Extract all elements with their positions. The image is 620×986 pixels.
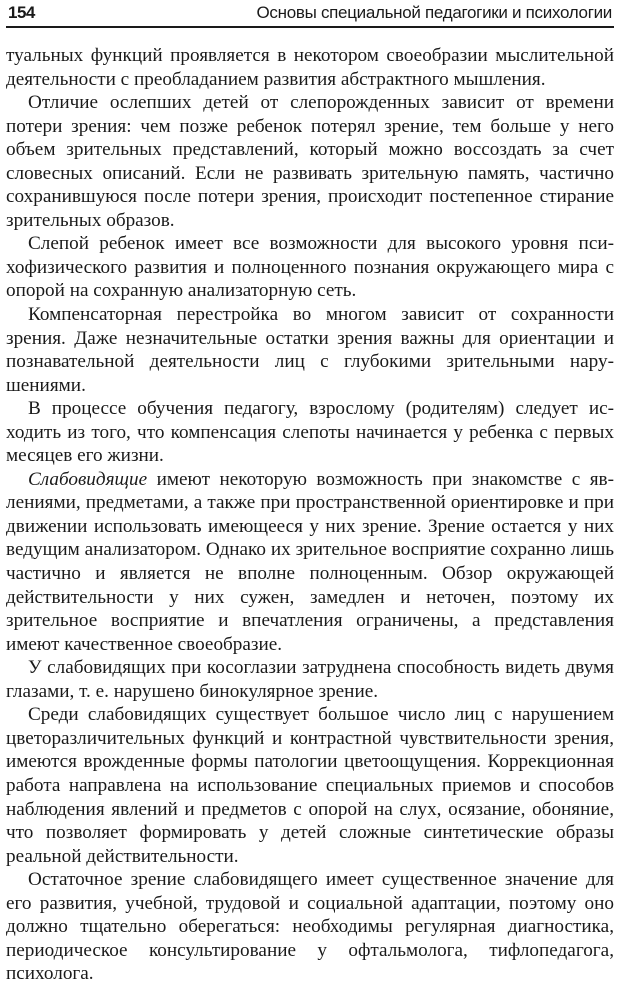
paragraph: В процессе обучения педагогу, взрослому (родителям) следует исходить из того, что компенсация слепоты начинается у ребенка с первых месяцев его жизни. xyxy=(6,398,614,467)
body-text xyxy=(6,44,614,986)
paragraph: Компенсаторная перестройка во многом зависит от сохранности зрения. Даже незначительные остатки зрения важны для ориентации и познавательной деятельности лиц с глубокими зрительными нарушениями. xyxy=(6,304,614,396)
italic-term: Слабовидящие xyxy=(28,468,148,490)
book-title: Основы специальной педагогики и психологии xyxy=(256,3,612,22)
running-header xyxy=(6,2,614,28)
paragraph: Остаточное зрение слабовидящего имеет существенное значение для его развития, учебной, трудовой и социальной адаптации, поэтому оно должно тщательно оберегаться: необходимы регулярная диагностика, периодическое консультирование у офтальмолога, тифлопедагога, психолога. xyxy=(6,869,614,985)
paragraph: Слабовидящие имеют некоторую возможность при знакомстве с явлениями, предметами, а также при пространственной ориентировке и при движении использовать имеющееся у них зрение. Зрение остается у них ведущим анализатором. Однако их зрительное восприятие сохранно лишь частично и является не вполне полноценным. Обзор окружающей действительности у них сужен, замедлен и неточен, поэтому их зрительное восприятие и впечатления ограничены, а представления имеют качественное своеобразие. xyxy=(6,468,614,655)
paragraph: Среди слабовидящих существует большое число лиц с нарушением цветоразличительных функций и контрастной чувствительности зрения, имеются врожденные формы патологии цветоощущения. Коррекционная работа направлена на использование специальных приемов и способов наблюдения явлений и предметов с опорой на слух, осязание, обоняние, что позволяет формировать у детей сложные синтетические образы реальной действительности. xyxy=(6,704,614,867)
paragraph: туальных функций проявляется в некотором своеобразии мыслительной деятельности с преобладанием развития абстрактного мышления. xyxy=(6,45,614,90)
paragraph: У слабовидящих при косоглазии затруднена способность видеть двумя глазами, т. е. нарушено бинокулярное зрение. xyxy=(6,657,614,702)
page-number: 154 xyxy=(8,3,35,22)
paragraph: Слепой ребенок имеет все возможности для высокого уровня психофизического развития и полноценного познания окружающего мира с опорой на сохранную анализаторную сеть. xyxy=(6,233,614,302)
paragraph: Отличие ослепших детей от слепорожденных зависит от времени потери зрения: чем позже ребенок потерял зрение, тем больше у него объем зрительных представлений, который можно воссоздать за счет словесных описаний. Если не развивать зрительную память, частично сохранившуюся после потери зрения, происходит постепенное стирание зрительных образов. xyxy=(6,92,614,231)
